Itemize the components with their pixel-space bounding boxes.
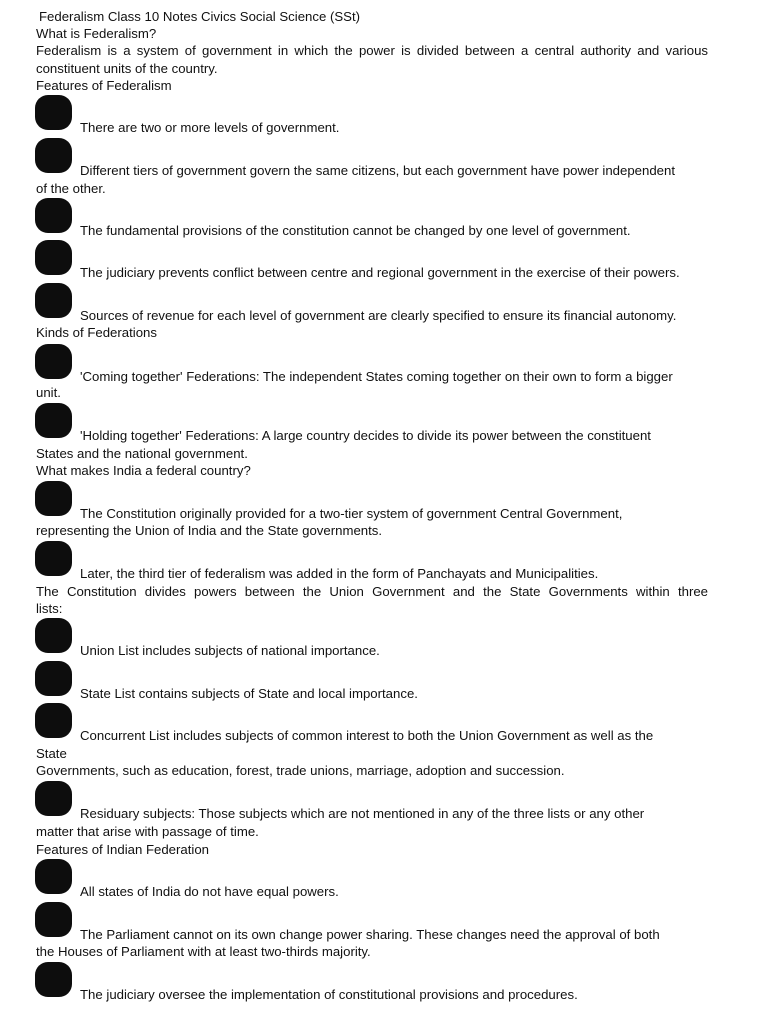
definition-line-1: Federalism is a system of government in which the power is divided between a central authority and various xyxy=(36,43,708,58)
bullet-icon xyxy=(35,344,72,379)
list-item: Concurrent List includes subjects of common interest to both the Union Government as well as the xyxy=(80,728,654,743)
bullet-icon xyxy=(35,138,72,173)
bullet-icon xyxy=(35,859,72,894)
section-heading-indian-federation: Features of Indian Federation xyxy=(36,842,210,857)
bullet-icon xyxy=(35,703,72,738)
bullet-icon xyxy=(35,95,72,130)
india-point-continuation: representing the Union of India and the State governments. xyxy=(36,523,383,538)
feature-item-continuation: of the other. xyxy=(36,181,106,196)
feature-item: The fundamental provisions of the constitution cannot be changed by one level of government. xyxy=(80,223,631,238)
lists-intro-line-2: lists: xyxy=(36,601,63,616)
section-heading-features: Features of Federalism xyxy=(36,78,172,93)
indian-federation-point: The Parliament cannot on its own change power sharing. These changes need the approval of both xyxy=(80,927,660,942)
bullet-icon xyxy=(35,541,72,576)
definition-line-2: constituent units of the country. xyxy=(36,61,218,76)
feature-item: There are two or more levels of government. xyxy=(80,120,340,135)
bullet-icon xyxy=(35,283,72,318)
list-item: State List contains subjects of State and local importance. xyxy=(80,686,418,701)
bullet-icon xyxy=(35,240,72,275)
india-point: Later, the third tier of federalism was added in the form of Panchayats and Municipalities. xyxy=(80,566,599,581)
feature-item: Sources of revenue for each level of government are clearly specified to ensure its financial autonomy. xyxy=(80,308,677,323)
kind-item: 'Holding together' Federations: A large country decides to divide its power between the constituent xyxy=(80,428,651,443)
indian-federation-point: All states of India do not have equal powers. xyxy=(80,884,339,899)
bullet-icon xyxy=(35,481,72,516)
bullet-icon xyxy=(35,618,72,653)
kind-item-continuation: States and the national government. xyxy=(36,446,248,461)
lists-intro-line-1: The Constitution divides powers between the Union Government and the State Governments within three xyxy=(36,584,708,599)
kind-item: 'Coming together' Federations: The independent States coming together on their own to form a bigger xyxy=(80,369,673,384)
feature-item: The judiciary prevents conflict between centre and regional government in the exercise of their powers. xyxy=(80,265,680,280)
bullet-icon xyxy=(35,403,72,438)
bullet-icon xyxy=(35,661,72,696)
list-item-continuation: State xyxy=(36,746,67,761)
indian-federation-point-continuation: the Houses of Parliament with at least two-thirds majority. xyxy=(36,944,371,959)
indian-federation-point: The judiciary oversee the implementation of constitutional provisions and procedures. xyxy=(80,987,578,1002)
page-title: Federalism Class 10 Notes Civics Social Science (SSt) xyxy=(39,9,361,24)
list-item-continuation: matter that arise with passage of time. xyxy=(36,824,259,839)
india-point: The Constitution originally provided for a two-tier system of government Central Government, xyxy=(80,506,623,521)
list-item-continuation: Governments, such as education, forest, trade unions, marriage, adoption and succession. xyxy=(36,763,565,778)
bullet-icon xyxy=(35,962,72,997)
section-heading-kinds: Kinds of Federations xyxy=(36,325,157,340)
section-heading-india: What makes India a federal country? xyxy=(36,463,251,478)
bullet-icon xyxy=(35,781,72,816)
section-heading-what-is-federalism: What is Federalism? xyxy=(36,26,157,41)
feature-item: Different tiers of government govern the same citizens, but each government have power independent xyxy=(80,163,676,178)
kind-item-continuation: unit. xyxy=(36,385,61,400)
list-item: Residuary subjects: Those subjects which are not mentioned in any of the three lists or any other xyxy=(80,806,645,821)
bullet-icon xyxy=(35,902,72,937)
list-item: Union List includes subjects of national importance. xyxy=(80,643,380,658)
bullet-icon xyxy=(35,198,72,233)
